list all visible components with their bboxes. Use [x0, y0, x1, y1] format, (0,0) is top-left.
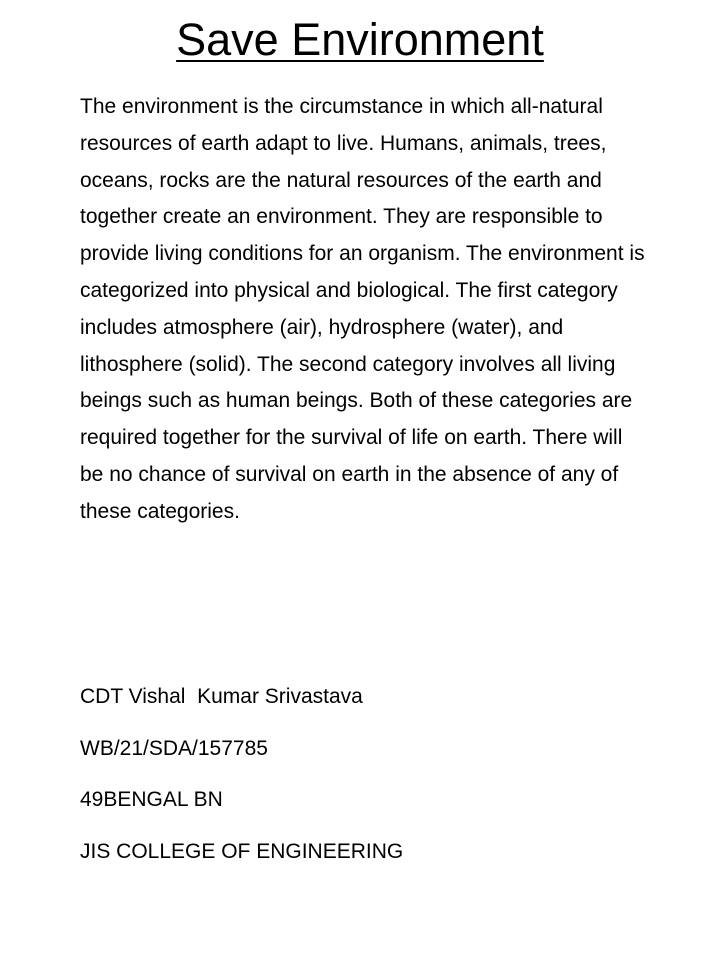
cadet-name: CDT Vishal Kumar Srivastava: [80, 685, 363, 708]
essay-paragraph: The environment is the circumstance in which all-natural resources of earth adapt to live. Humans, animals, trees, oceans, rocks are the natural resources of the earth and together create an environment. They are responsible to provide living conditions for an organism. The environment is categorized into physical and biological. The first category includes atmosphere (air), hydrosphere (water), and lithosphere (solid). The second category involves all living beings such as human beings. Both of these categories are required together for the survival of life on earth. There will be no chance of survival on earth in the absence of any of these categories.: [80, 95, 645, 523]
registration-number: WB/21/SDA/157785: [80, 736, 268, 760]
college-name: JIS COLLEGE OF ENGINEERING: [80, 839, 404, 863]
page-title: Save Environment: [176, 14, 544, 65]
unit-name: 49BENGAL BN: [80, 788, 223, 811]
signature-block: [80, 682, 640, 888]
